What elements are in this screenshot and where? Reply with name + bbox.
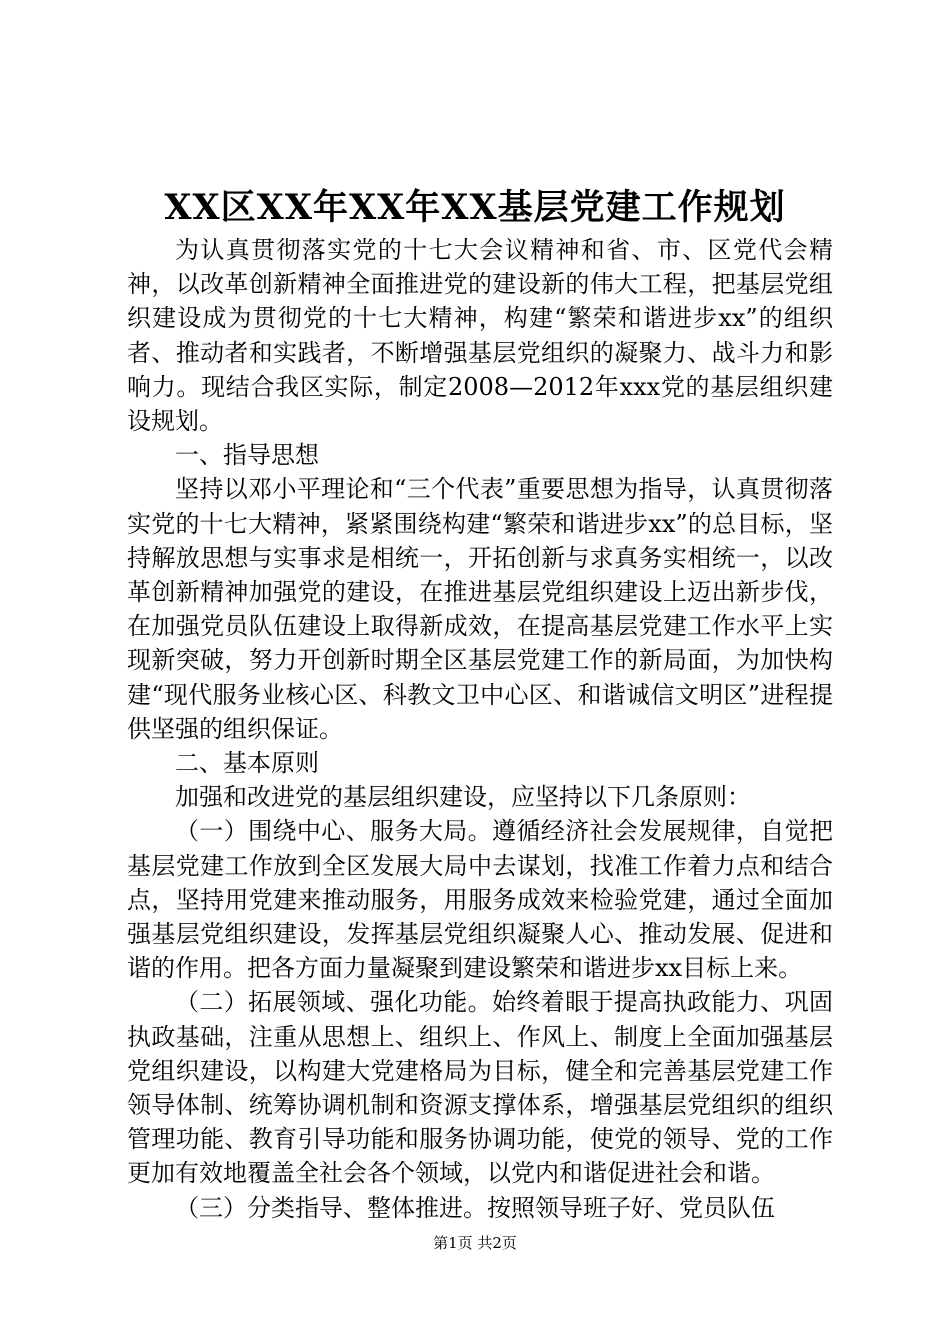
guiding-thought-paragraph: 坚持以邓小平理论和“三个代表”重要思想为指导，认真贯彻落实党的十七大精神，紧紧围绕构建“繁荣和谐进步xx”的总目标，坚持解放思想与实事求是相统一，开拓创新与求真务实相统一，以改革创新精神加强党的建设，在推进基层党组织建设上迈出新步伐，在加强党员队伍建设上取得新成效，在提高基层党建工作水平上实现新突破，努力开创新时期全区基层党建工作的新局面，为加快构建“现代服务业核心区、科教文卫中心区、和谐诚信文明区”进程提供坚强的组织保证。 <box>127 475 833 743</box>
page-footer: 第1页 共2页 <box>433 1234 517 1252</box>
section-heading-guiding-thought: 一、指导思想 <box>175 441 319 470</box>
document-body <box>127 233 833 1225</box>
principle-2-paragraph: （二）拓展领域、强化功能。始终着眼于提高执政能力、巩固执政基础，注重从思想上、组织上、作风上、制度上全面加强基层党组织建设，以构建大党建格局为目标，健全和完善基层党建工作领导体制、统筹协调机制和资源支撑体系，增强基层党组织的组织管理功能、教育引导功能和服务协调功能，使党的领导、党的工作更加有效地覆盖全社会各个领域，以党内和谐促进社会和谐。 <box>127 988 833 1188</box>
section-heading-basic-principles: 二、基本原则 <box>175 749 319 778</box>
principle-1-paragraph: （一）围绕中心、服务大局。遵循经济社会发展规律，自觉把基层党建工作放到全区发展大局中去谋划，找准工作着力点和结合点，坚持用党建来推动服务，用服务成效来检验党建，通过全面加强基层党组织建设，发挥基层党组织凝聚人心、推动发展、促进和谐的作用。把各方面力量凝聚到建设繁荣和谐进步xx目标上来。 <box>127 817 833 983</box>
principle-3-paragraph: （三）分类指导、整体推进。按照领导班子好、党员队伍 <box>175 1193 775 1222</box>
principles-intro-paragraph: 加强和改进党的基层组织建设，应坚持以下几条原则： <box>175 783 751 812</box>
intro-paragraph: 为认真贯彻落实党的十七大会议精神和省、市、区党代会精神，以改革创新精神全面推进党的建设新的伟大工程，把基层党组织建设成为贯彻党的十七大精神，构建“繁荣和谐进步xx”的组织者、推动者和实践者，不断增强基层党组织的凝聚力、战斗力和影响力。现结合我区实际，制定2008—2012年xxx党的基层组织建设规划。 <box>127 236 833 436</box>
document-title: XX区XX年XX年XX基层党建工作规划 <box>164 187 786 228</box>
